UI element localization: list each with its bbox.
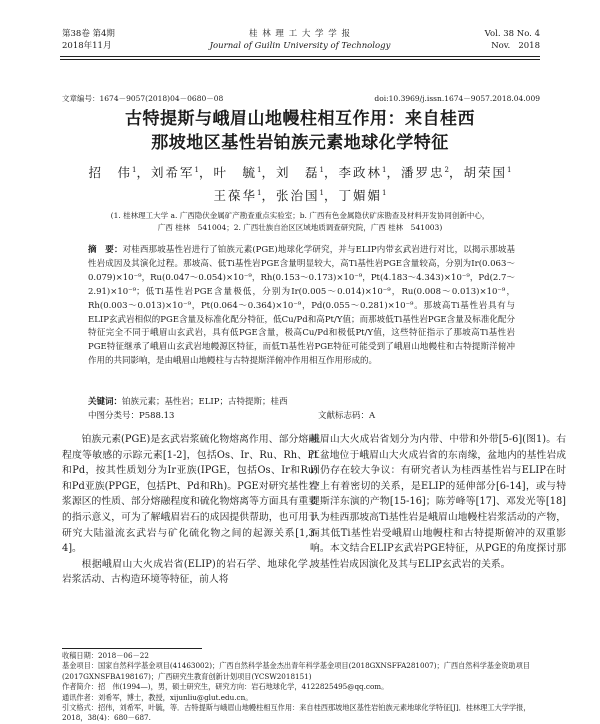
journal-title-en: Journal of Guilin University of Technology xyxy=(209,41,391,51)
intro-paragraph-2: 根据峨眉山大火成岩省(ELIP)的岩石学、地球化学、岩浆活动、古构造环境等特征，前人将 xyxy=(62,558,318,586)
doi: doi:10.3969/j.issn.1674－9057.2018.04.009 xyxy=(374,94,540,103)
date-en: Nov. 2018 xyxy=(491,41,540,51)
classification xyxy=(88,410,515,423)
author-name: 王葆华 xyxy=(213,188,258,204)
author-affiliation-mark: 1 xyxy=(382,166,387,174)
author-name: 刘希军 xyxy=(151,165,195,181)
header-rule xyxy=(60,56,540,57)
affiliation-line-2: 广西 桂林 541004；2. 广西壮族自治区区域地质调查研究院，广西 桂林 541003) xyxy=(157,223,443,232)
received-date: 收稿日期：2018－06－22 xyxy=(62,651,149,660)
citation-format: 引文格式：招伟，刘希军，叶毓，等．古特提斯与峨眉山地幔柱相互作用：来自桂西那坡地区基性岩铂族元素地球化学特征[J]．桂林理工大学学报，2018，38(4)：680－687. xyxy=(62,703,531,723)
author-bio: 作者简介：招 伟(1994—)，男，硕士研究生，研究方向：岩石地球化学，4122825495@qq.com。 xyxy=(62,682,389,692)
author-name: 刘 磊 xyxy=(276,165,320,181)
author-name: 胡荣国 xyxy=(463,165,508,181)
abstract-text: 对桂西那坡基性岩进行了铂族元素(PGE)地球化学研究，并与ELIP内带玄武岩进行对比，以揭示那坡基性岩成因及其演化过程。那坡高、低Ti基性岩PGE含量明显较大，高Ti基性岩PGE含量较高，分别为Ir(0.063～0.079)×10⁻⁹，Ru(0.047～0.054)×10⁻⁹，Rh(0.153～0.173)×10⁻⁹，Pt(4.183～4.343)×10⁻⁹，Pd(2.7～2.91)×10⁻⁹；低Ti基性岩PGE含量极低，分别为Ir(0.005～0.014)×10⁻⁹，Ru(0.008～0.013)×10⁻⁹，Rh(0.003～0.013)×10⁻⁹，Pt(0.064～0.364)×10⁻⁹，Pd(0.055～0.281)×10⁻⁹。那坡高Ti基性岩具有与ELIP玄武岩相似的PGE含量及标准化配分特征，低Cu/Pd和高Pt/Y值；而那坡低Ti基性岩PGE含量及标准化配分特征完全不同于峨眉山玄武岩，具有低PGE含量，极高Cu/Pd和极低Pt/Y值，这些特征指示了那坡高Ti基性岩PGE特征继承了峨眉山玄武岩地幔源区特征，而低Ti基性岩PGE特征可能受到了峨眉山地幔柱和古特提斯洋俯冲作用的共同影响，是由峨眉山地幔柱与古特提斯洋俯冲作用相互作用形成的。 xyxy=(88,245,515,367)
author-name: 李政林 xyxy=(338,165,383,181)
clc-number: 中图分类号：P588.13 xyxy=(88,411,175,421)
abstract xyxy=(88,244,515,369)
article-number: 文章编号：1674－9057(2018)04－0680－08 xyxy=(62,94,224,103)
journal-title-cn: 桂 林 理 工 大 学 学 报 xyxy=(249,29,351,39)
author-affiliation-mark: 1 xyxy=(382,189,387,198)
author-affiliation-mark: 1 xyxy=(319,189,324,198)
footnote-rule xyxy=(62,648,202,649)
header-right xyxy=(485,28,540,52)
affiliations xyxy=(80,210,520,234)
funding: 基金项目：国家自然科学基金项目(41463002)；广西自然科学基金杰出青年科学基金项目(2018GXNSFFA281007)；广西自然科学基金资助项目(2017GXNSFBA198167)；广西研究生教育创新计划项目(YCSW2018151) xyxy=(62,661,530,681)
author-affiliation-mark: 1 xyxy=(132,166,137,174)
keywords-text: 铂族元素；基性岩；ELIP；古特提斯；桂西 xyxy=(122,397,288,407)
author-name: 潘罗忠 xyxy=(401,165,445,181)
body-left-column xyxy=(62,432,318,588)
title-line-1: 古特提斯与峨眉山地幔柱相互作用：来自桂西 xyxy=(125,109,475,129)
volume-issue-en: Vol. 38 No. 4 xyxy=(484,29,540,39)
author-affiliation-mark: 1 xyxy=(319,166,324,174)
affiliation-line-1: (1. 桂林理工大学 a. 广西隐伏金属矿产勘查重点实验室；b. 广西有色金属隐伏矿床勘查及材料开发协同创新中心， xyxy=(110,211,490,220)
abstract-label: 摘 要： xyxy=(88,245,123,255)
author-affiliation-mark: 1 xyxy=(257,166,262,174)
keywords-label: 关键词： xyxy=(88,397,123,407)
author-affiliation-mark: 2 xyxy=(444,166,449,174)
body-right-column xyxy=(310,432,566,572)
author-affiliation-mark: 1 xyxy=(194,166,199,174)
author-name: 张治国 xyxy=(276,188,320,204)
author-line-1: 招 伟$^1$，刘希军$^1$，叶 毓$^1$，刘 磊$^1$，李政林$^1$，潘罗忠$^2$，胡荣国$^1$ xyxy=(88,165,512,181)
paper-title xyxy=(60,107,540,155)
footnotes xyxy=(62,651,540,724)
title-line-2: 那坡地区基性岩铂族元素地球化学特征 xyxy=(151,133,449,153)
intro-paragraph-continued: 峨眉山大火成岩省划分为内带、中带和外带[5-6](图1)。右江盆地位于峨眉山大火成岩省的东南缘，盆地内的基性岩成因仍存在较大争议：有研究者认为桂西基性岩与ELIP在时空上有着密切的关系，是ELIP的延伸部分[6-14]，或与特提斯洋东演的产物[15-16]；陈芳峰等[17]、邓发光等[18]认为桂西那坡高Ti基性岩是峨眉山地幔柱岩浆活动的产物，而其低Ti基性岩受峨眉山地幔柱和古特提斯俯冲的双重影响。本文结合ELIP玄武岩PGE特征，从PGE的角度探讨那坡基性岩成因演化及其与ELIP玄武岩的关系。 xyxy=(310,434,566,570)
article-meta xyxy=(62,93,540,104)
corresponding-author: 通讯作者：刘希军，博士，教授，xijunliu@glut.edu.cn。 xyxy=(62,692,253,702)
author-list xyxy=(60,160,540,206)
date-cn: 2018年11月 xyxy=(62,41,112,51)
header-rule-thin xyxy=(60,59,540,60)
author-affiliation-mark: 1 xyxy=(257,189,262,198)
keywords xyxy=(88,396,515,409)
intro-paragraph-1: 铂族元素(PGE)是玄武岩浆硫化物熔离作用、部分熔融程度等敏感的示踪元素[1-2]，包括Os、Ir、Ru、Rh、Pt和Pd，按其性质划分为Ir亚族(IPGE，包括Os、Ir和Ru)和Pd亚族(PPGE，包括Pt、Pd和Rh)。PGE对研究基性岩浆源区的性质、部分熔融程度和硫化物熔离等方面具有重要的指示意义，可为了解峨眉岩石的成因提供帮助，也可用于研究大陆溢流玄武岩与矿化硫化物之间的起源关系[1,3-4]。 xyxy=(62,434,318,555)
author-name: 招 伟 xyxy=(88,165,133,181)
document-code: 文献标志码：A xyxy=(318,411,376,421)
volume-issue-cn: 第38卷 第4期 xyxy=(62,29,115,39)
author-affiliation-mark: 1 xyxy=(507,166,512,174)
author-name: 叶 毓 xyxy=(213,165,258,181)
author-line-2: 王葆华$^1$，张治国$^1$，丁媚媚$^1$ xyxy=(213,188,387,204)
author-name: 丁媚媚 xyxy=(338,188,383,204)
